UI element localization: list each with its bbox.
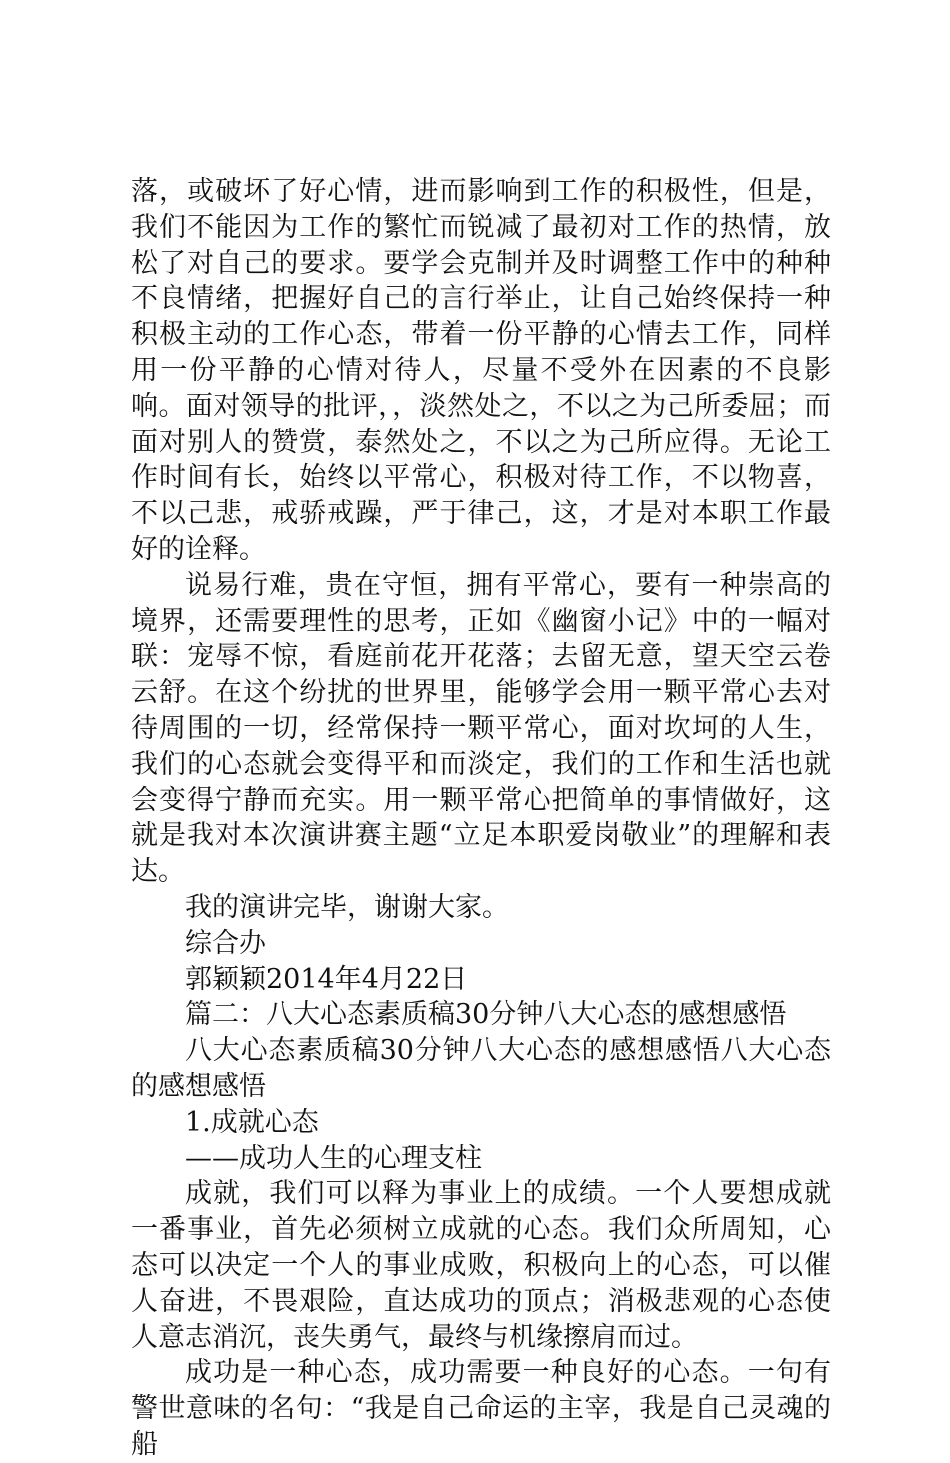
paragraph-closing: 我的演讲完毕，谢谢大家。: [185, 891, 509, 923]
paragraph-achievement: 成就，我们可以释为事业上的成绩。一个人要想成就一番事业，首先必须树立成就的心态。我们众所周知，心态可以决定一个人的事业成败，积极向上的心态，可以催人奋进，不畏艰险，直达成功的顶点；消极悲观的心态使人意志消沉，丧失勇气，最终与机缘擦肩而过。: [131, 1178, 831, 1353]
section-subtitle: 八大心态素质稿30分钟八大心态的感想感悟八大心态的感想感悟: [131, 1035, 831, 1102]
item-heading: 1.成就心态: [185, 1106, 319, 1138]
section-heading: 篇二：八大心态素质稿30分钟八大心态的感想感悟: [185, 999, 787, 1031]
paragraph-ordinary-mind: 说易行难，贵在守恒，拥有平常心，要有一种崇高的境界，还需要理性的思考，正如《幽窗小记》中的一幅对联：宠辱不惊，看庭前花开花落；去留无意，望天空云卷云舒。在这个纷扰的世界里，能够学会用一颗平常心去对待周围的一切，经常保持一颗平常心，面对坎坷的人生，我们的心态就会变得平和而淡定，我们的工作和生活也就会变得宁静而充实。用一颗平常心把简单的事情做好，这就是我对本次演讲赛主题“立足本职爱岗敬业”的理解和表达。: [131, 569, 831, 888]
paragraph-success: 成功是一种心态，成功需要一种良好的心态。一句有警世意味的名句：“我是自己命运的主宰，我是自己灵魂的船: [131, 1357, 831, 1460]
paragraph-author-date: 郭颖颖2014年4月22日: [185, 963, 468, 995]
paragraph-continuation: 落，或破坏了好心情，进而影响到工作的积极性，但是，我们不能因为工作的繁忙而锐减了最初对工作的热情，放松了对自己的要求。要学会克制并及时调整工作中的种种不良情绪，把握好自己的言行举止，让自己始终保持一种积极主动的工作心态，带着一份平静的心情去工作，同样用一份平静的心情对待人，尽量不受外在因素的不良影响。面对领导的批评，，淡然处之，不以之为己所委屈；而面对别人的赞赏，泰然处之，不以之为己所应得。无论工作时间有长，始终以平常心，积极对待工作，不以物喜，不以己悲，戒骄戒躁，严于律己，这，才是对本职工作最好的诠释。: [131, 176, 831, 565]
document-body: [131, 174, 831, 1463]
paragraph-department: 综合办: [185, 927, 266, 959]
item-subheading: ——成功人生的心理支柱: [185, 1142, 482, 1174]
